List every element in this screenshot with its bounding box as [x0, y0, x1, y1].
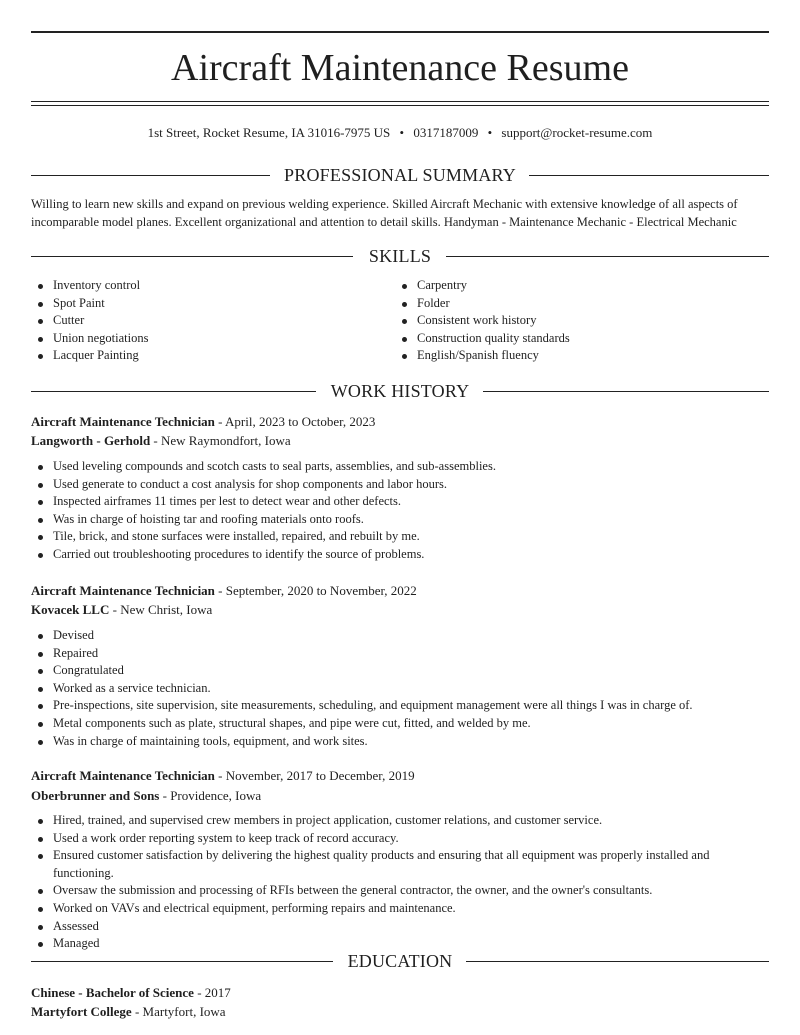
job-bullet: Metal components such as plate, structural shapes, and pipe were cut, fitted, and welded by me.	[31, 715, 769, 733]
job-bullet: Was in charge of hoisting tar and roofing materials onto roofs.	[31, 511, 769, 529]
job-company: Oberbrunner and Sons	[31, 788, 160, 803]
job-location: - New Christ, Iowa	[109, 602, 213, 617]
job-bullet: Pre-inspections, site supervision, site measurements, scheduling, and equipment management were all things I was in charge of.	[31, 697, 769, 715]
job-location: - New Raymondfort, Iowa	[150, 433, 291, 448]
job-bullet: Used a work order reporting system to keep track of record accuracy.	[31, 830, 769, 848]
section-skills-header	[31, 244, 769, 268]
education-school: Martyfort College	[31, 1004, 132, 1019]
skill-item: Union negotiations	[31, 330, 391, 348]
job-bullet: Managed	[31, 935, 769, 953]
job-bullet: Was in charge of maintaining tools, equipment, and work sites.	[31, 733, 769, 751]
section-summary-header	[31, 163, 769, 187]
skill-item: Folder	[395, 295, 769, 313]
job-bullet-list	[31, 627, 769, 750]
section-rule-right	[446, 256, 769, 257]
job-bullet: Repaired	[31, 645, 769, 663]
job-bullet: Worked on VAVs and electrical equipment, performing repairs and maintenance.	[31, 900, 769, 918]
job-title: Aircraft Maintenance Technician	[31, 414, 215, 429]
skills-list-right	[395, 277, 769, 365]
section-rule-right	[466, 961, 769, 962]
section-rule-right	[529, 175, 769, 176]
top-rule	[31, 31, 769, 33]
job-dates: - September, 2020 to November, 2022	[214, 583, 417, 598]
skills-list-left	[31, 277, 391, 365]
job-dates: - November, 2017 to December, 2019	[214, 768, 415, 783]
education-degree-line	[31, 983, 769, 1002]
contact-address: 1st Street, Rocket Resume, IA 31016-7975 US	[147, 125, 391, 140]
job-company: Kovacek LLC	[31, 602, 110, 617]
job-bullet-list	[31, 812, 769, 953]
job-bullet: Devised	[31, 627, 769, 645]
job-location: - Providence, Iowa	[159, 788, 262, 803]
title-rule-upper	[31, 101, 769, 102]
job-heading	[31, 766, 769, 785]
job-company: Langworth - Gerhold	[31, 433, 151, 448]
job-title: Aircraft Maintenance Technician	[31, 768, 215, 783]
job-heading	[31, 412, 769, 431]
section-title: EDUCATION	[347, 951, 453, 971]
summary-text: Willing to learn new skills and expand on previous welding experience. Skilled Aircraft Mechanic with extensive knowledge of all aspects of incomparable model planes. Excellent organizational and attention to detail skills. Handyman - Maintenance Mechanic - Electrical Mechanic	[31, 197, 738, 229]
job-bullet: Hired, trained, and supervised crew members in project application, customer relations, and customer service.	[31, 812, 769, 830]
skill-item: Lacquer Painting	[31, 347, 391, 365]
job-bullet: Used leveling compounds and scotch casts to seal parts, assemblies, and sub-assemblies.	[31, 458, 769, 476]
resume-title: Aircraft Maintenance Resume	[171, 47, 629, 89]
section-work-header	[31, 379, 769, 403]
contact-separator: •	[487, 125, 493, 140]
job-bullet: Worked as a service technician.	[31, 680, 769, 698]
section-title: SKILLS	[368, 246, 432, 266]
section-education-header	[31, 949, 769, 973]
section-rule-right	[483, 391, 769, 392]
job-employer	[31, 786, 769, 805]
section-title: WORK HISTORY	[330, 381, 470, 401]
job-employer	[31, 431, 769, 450]
contact-line	[31, 124, 769, 142]
title-rule-lower	[31, 105, 769, 106]
section-title: PROFESSIONAL SUMMARY	[284, 165, 516, 185]
education-degree: Chinese - Bachelor of Science	[31, 985, 194, 1000]
skill-item: Spot Paint	[31, 295, 391, 313]
job-bullet: Assessed	[31, 918, 769, 936]
contact-email: support@rocket-resume.com	[501, 125, 653, 140]
job-bullet: Oversaw the submission and processing of RFIs between the general contractor, the owner, and the owner's consultants.	[31, 882, 769, 900]
education-school-line	[31, 1002, 769, 1021]
skill-item: Cutter	[31, 312, 391, 330]
education-year: - 2017	[193, 985, 231, 1000]
job-dates: - April, 2023 to October, 2023	[214, 414, 376, 429]
job-bullet: Tile, brick, and stone surfaces were installed, repaired, and rebuilt by me.	[31, 528, 769, 546]
job-bullet: Congratulated	[31, 662, 769, 680]
contact-phone: 0317187009	[413, 125, 479, 140]
skill-item: Consistent work history	[395, 312, 769, 330]
job-title: Aircraft Maintenance Technician	[31, 583, 215, 598]
job-bullet: Ensured customer satisfaction by delivering the highest quality products and ensuring that all equipment was properly installed and functioning.	[31, 847, 769, 882]
job-bullet: Carried out troubleshooting procedures to identify the source of problems.	[31, 546, 769, 564]
job-bullet-list	[31, 458, 769, 564]
skill-item: English/Spanish fluency	[395, 347, 769, 365]
contact-separator: •	[399, 125, 405, 140]
skill-item: Carpentry	[395, 277, 769, 295]
education-location: - Martyfort, Iowa	[131, 1004, 226, 1019]
job-employer	[31, 600, 769, 619]
job-bullet: Inspected airframes 11 times per lest to detect wear and other defects.	[31, 493, 769, 511]
job-bullet: Used generate to conduct a cost analysis for shop components and labor hours.	[31, 476, 769, 494]
skill-item: Construction quality standards	[395, 330, 769, 348]
job-heading	[31, 581, 769, 600]
skill-item: Inventory control	[31, 277, 391, 295]
